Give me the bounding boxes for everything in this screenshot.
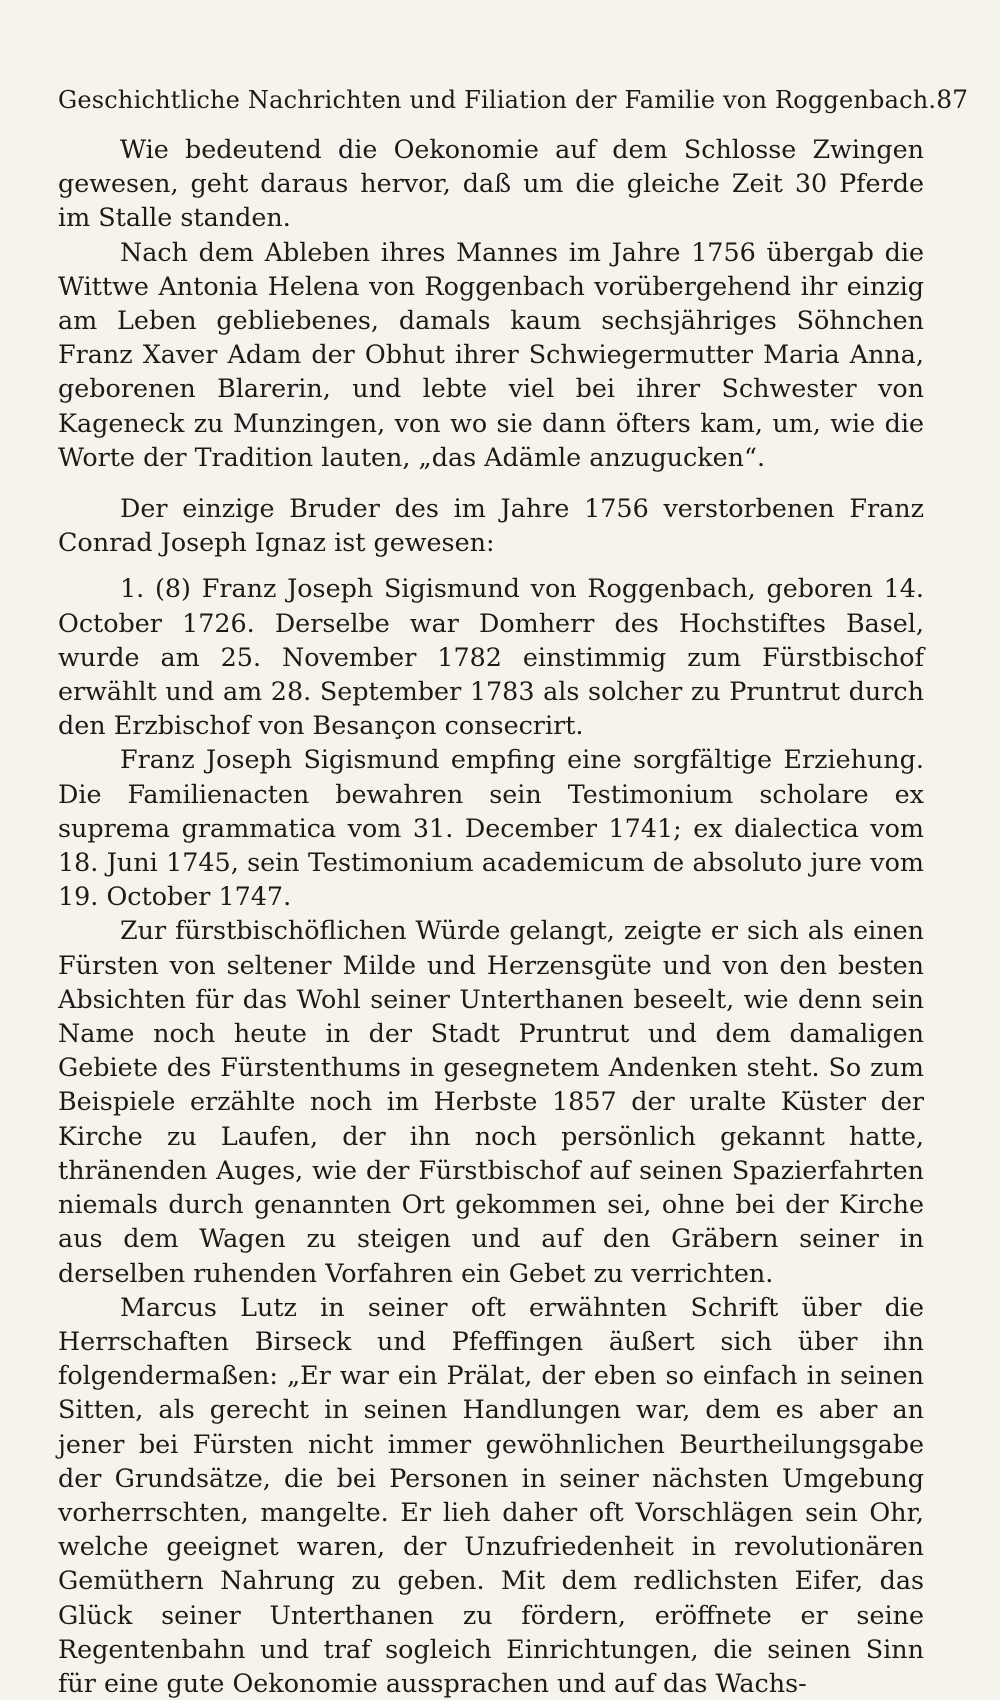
paragraph-quote: Marcus Lutz in seiner oft erwähnten Schrift über die Herrschaften Birseck und Pfeffingen äußert sich über ihn folgendermaßen: „Er war ein Prälat, der eben so einfach in seinen Sitten, als gerecht in seinen Handlungen war, dem es aber an jener bei Fürsten nicht immer gewöhnlichen Beurtheilungsgabe der Grundsätze, die bei Personen in seiner nächsten Umgebung vorherrschten, mangelte. Er lieh daher oft Vorschlägen sein Ohr, welche geeignet waren, der Unzufriedenheit in revolutionären Gemüthern Nahrung zu geben. Mit dem redlichsten Eifer, das Glück seiner Unterthanen zu fördern, eröffnete er seine Regentenbahn und traf sogleich Einrichtungen, die seinen Sinn für eine gute Oekonomie aussprachen und auf das Wachs- xyxy=(58,1291,924,1698)
body-text xyxy=(58,132,924,1700)
paragraph-entry-franz-joseph: 1. (8) Franz Joseph Sigismund von Roggenbach, geboren 14. October 1726. Derselbe war Domherr des Hochstiftes Basel, wurde am 25. November 1782 einstimmig zum Fürstbischof erwählt und am 28. September 1783 als solcher zu Pruntrut durch den Erzbischof von Besançon consecrirt. xyxy=(58,573,924,741)
paragraph-education: Franz Joseph Sigismund empfing eine sorgfältige Erziehung. Die Familienacten bewahren sein Testimonium scholare ex suprema grammatica vom 31. December 1741; ex dialectica vom 18. Juni 1745, sein Testimonium academicum de absoluto jure vom 19. October 1747. xyxy=(58,744,924,912)
paragraph-brother: Der einzige Bruder des im Jahre 1756 verstorbenen Franz Conrad Joseph Ignaz ist gewesen: xyxy=(58,493,924,558)
running-title: Geschichtliche Nachrichten und Filiation der Familie von Roggenbach. xyxy=(58,86,937,114)
paragraph-reign: Zur fürstbischöflichen Würde gelangt, zeigte er sich als einen Fürsten von seltener Milde und Herzensgüte und von den besten Absichten für das Wohl seiner Unterthanen beseelt, wie denn sein Name noch heute in der Stadt Pruntrut und dem damaligen Gebiete des Fürstenthums in gesegnetem Andenken steht. So zum Beispiele erzählte noch im Herbste 1857 der uralte Küster der Kirche zu Laufen, der ihn noch persönlich gekannt hatte, thränenden Auges, wie der Fürstbischof auf seinen Spazierfahrten niemals durch genannten Ort gekommen sei, ohne bei der Kirche aus dem Wagen zu steigen und auf den Gräbern seiner in derselben ruhenden Vorfahren ein Gebet zu verrichten. xyxy=(58,915,924,1288)
paragraph-economy: Wie bedeutend die Oekonomie auf dem Schlosse Zwingen gewesen, geht daraus hervor, daß um die gleiche Zeit 30 Pferde im Stalle standen. xyxy=(58,134,924,233)
running-header xyxy=(58,58,969,114)
page-number: 87 xyxy=(936,85,969,114)
paragraph-widow: Nach dem Ableben ihres Mannes im Jahre 1756 übergab die Wittwe Antonia Helena von Roggenbach vorübergehend ihr einzig am Leben gebliebenes, damals kaum sechsjähriges Söhnchen Franz Xaver Adam der Obhut ihrer Schwiegermutter Maria Anna, geborenen Blarerin, und lebte viel bei ihrer Schwester von Kageneck zu Munzingen, von wo sie dann öfters kam, um, wie die Worte der Tradition lauten, „das Adämle anzugucken“. xyxy=(58,236,924,472)
